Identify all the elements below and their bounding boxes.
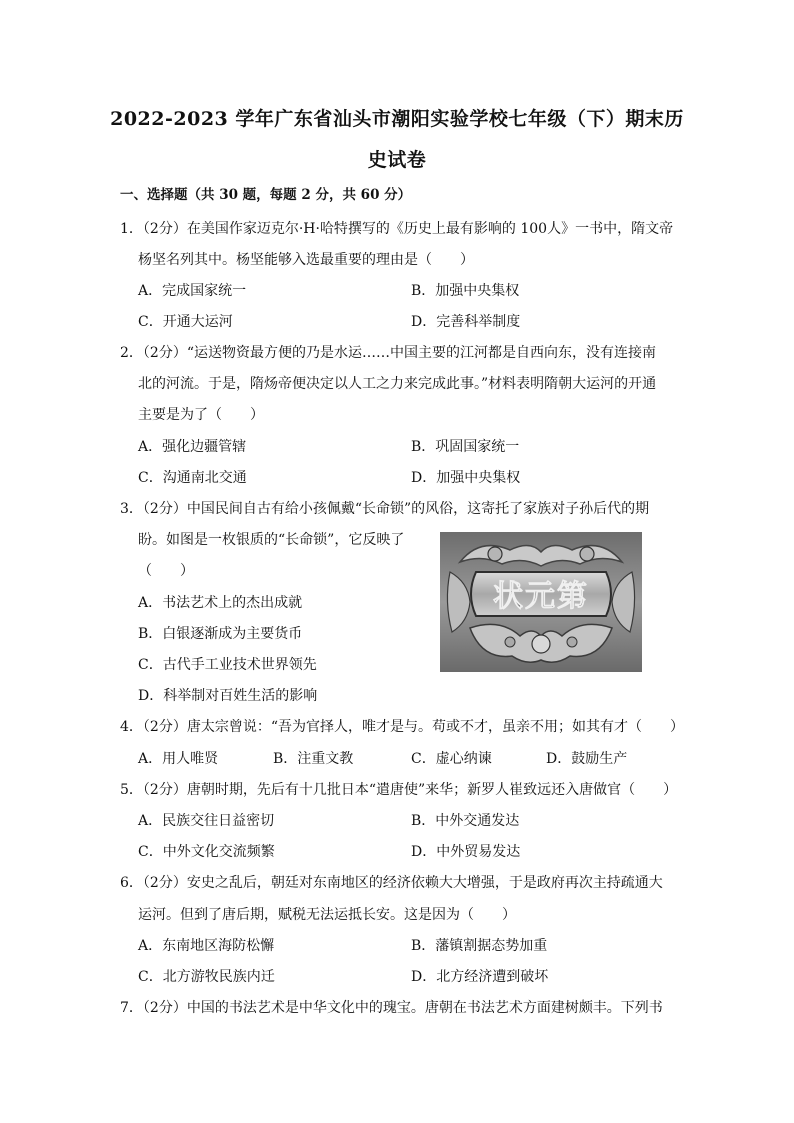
q3-option-a: A．书法艺术上的杰出成就 [138,595,303,611]
q5-option-b: B．中外交通发达 [411,813,520,829]
q5-option-a: A．民族交往日益密切 [138,813,275,829]
q7-stem-line-1: 7．（2分）中国的书法艺术是中华文化中的瑰宝。唐朝在书法艺术方面建树颇丰。下列书 [120,1000,663,1016]
q4-option-b: B．注重文教 [273,751,354,767]
q6-stem-line-2: 运河。但到了唐后期，赋税无法运抵长安。这是因为（ ） [138,907,516,923]
q2-option-a: A．强化边疆管辖 [138,439,247,455]
q6-option-d: D．北方经济遭到破坏 [411,969,549,985]
q2-stem-line-3: 主要是为了（ ） [138,407,264,423]
q5-option-d: D．中外贸易发达 [411,844,521,860]
q5-option-c: C．中外文化交流频繁 [138,844,275,860]
section-heading: 一、选择题（共 30 题，每题 2 分，共 60 分） [120,187,412,203]
q4-stem-line-1: 4．（2分）唐太宗曾说：“吾为官择人，唯才是与。苟或不才，虽亲不用；如其有才（ ） [120,719,684,735]
q3-stem-line-2: 盼。如图是一枚银质的“长命锁”，它反映了 [138,532,405,548]
lock-inscription: 状元第 [493,579,589,614]
q3-option-b: B．白银逐渐成为主要货币 [138,626,303,642]
q5-stem-line-1: 5．（2分）唐朝时期，先后有十几批日本“遣唐使”来华；新罗人崔致远还入唐做官（ ） [120,782,678,798]
q1-option-d: D．完善科举制度 [411,314,521,330]
q2-option-c: C．沟通南北交通 [138,470,247,486]
q6-stem-line-1: 6．（2分）安史之乱后，朝廷对东南地区的经济依赖大大增强，于是政府再次主持疏通大 [120,875,663,891]
q2-option-d: D．加强中央集权 [411,470,521,486]
q6-option-a: A．东南地区海防松懈 [138,938,275,954]
q1-option-c: C．开通大运河 [138,314,233,330]
q4-option-a: A．用人唯贤 [138,751,219,767]
exam-title-line-2: 史试卷 [367,149,427,171]
q6-option-b: B．藩镇割据态势加重 [411,938,548,954]
q1-stem-line-1: 1．（2分）在美国作家迈克尔·H·哈特撰写的《历史上最有影响的 100人》一书中，隋文帝 [120,221,674,237]
q2-stem-line-2: 北的河流。于是，隋炀帝便决定以人工之力来完成此事。”材料表明隋朝大运河的开通 [138,376,657,392]
q4-option-c: C．虚心纳谏 [411,751,492,767]
q4-option-d: D．鼓励生产 [546,751,628,767]
q3-stem-line-1: 3．（2分）中国民间自古有给小孩佩戴“长命锁”的风俗，这寄托了家族对子孙后代的期 [120,501,650,517]
q3-stem-line-3: （ ） [138,563,194,579]
q3-option-c: C．古代手工业技术世界领先 [138,657,317,673]
q3-option-d: D．科举制对百姓生活的影响 [138,688,318,704]
longevity-lock-image [440,532,642,672]
q1-option-b: B．加强中央集权 [411,283,520,299]
exam-title-line-1: 2022-2023 学年广东省汕头市潮阳实验学校七年级（下）期末历 [110,108,684,130]
q2-option-b: B．巩固国家统一 [411,439,520,455]
q1-stem-line-2: 杨坚名列其中。杨坚能够入选最重要的理由是（ ） [138,252,474,268]
q1-option-a: A．完成国家统一 [138,283,247,299]
q2-stem-line-1: 2．（2分）“运送物资最方便的乃是水运……中国主要的江河都是自西向东，没有连接南 [120,345,656,361]
q6-option-c: C．北方游牧民族内迁 [138,969,275,985]
